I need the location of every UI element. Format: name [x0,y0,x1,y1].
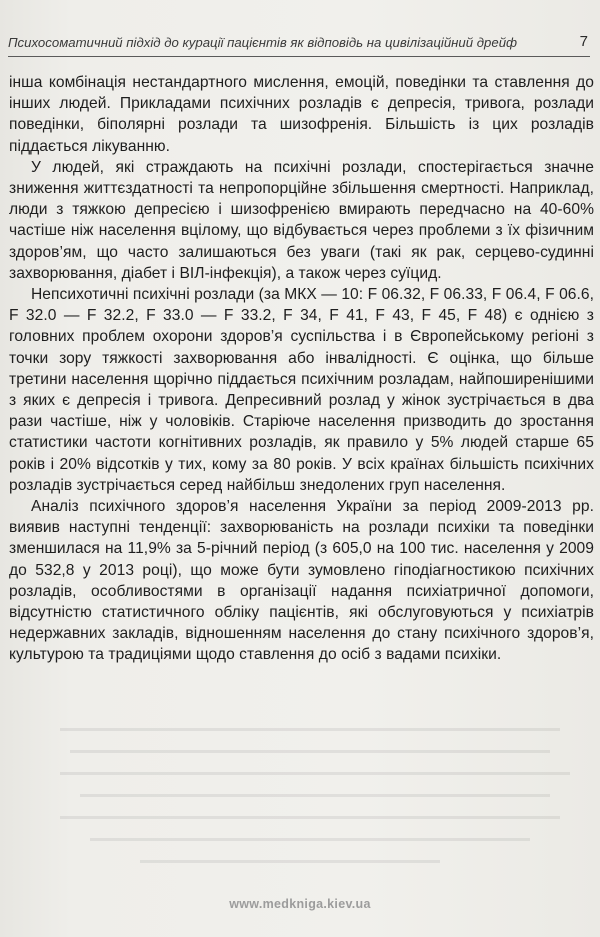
body-text [9,72,594,666]
page-header [8,34,590,57]
paragraph-3: Непсихотичні психічні розлади (за МКХ — 10: F 06.32, F 06.33, F 06.4, F 06.6, F 32.0 — F 32.2, F 33.0 — F 33.2, F 34, F 41, F 43, F 45, F 48) є однією з головних проблем охорони здоров’я суспільства і в Європейському регіоні з точки зору тяжкості захворювання або інвалідності. Є оцінка, що більше третини населення щорічно піддається психічним розладам, найпоширенішими з яких є депресія і тривога. Депресивний розлад у жінок зустрічається в два рази частіше, ніж у чоловіків. Старіюче населення призводить до зростання статистики частоти когнітивних розладів, як правило у 5% людей старше 65 років і 20% відсотків у тих, кому за 80 років. У всіх країнах більшість психічних розладів зустрічається серед найбільш знедолених груп населення. [9,286,594,494]
running-title: Психосоматичний підхід до курації пацієнтів як відповідь на цивілізаційний дрейф [8,35,518,50]
publisher-url: www.medkniga.kiev.ua [229,897,371,911]
show-through-shadow [60,720,580,880]
page-number: 7 [579,33,588,50]
paragraph-4: Аналіз психічного здоров’я населення України за період 2009-2013 рр. виявив наступні тенденції: захворюваність на розлади психіки та поведінки зменшилася на 11,9% за 5-річний період (з 605,0 на 100 тис. населення у 2009 до 532,8 у 2013 році), що може бути зумовлено гіподіагностикою психічних розладів, особливостями в організації надання психіатричної допомоги, відсутністю статистичного обліку пацієнтів, які обслуговуються у психіатрів недержавних закладів, відношенням населення до стану психічного здоров’я, культурою та традиціями щодо ставлення до осіб з вадами психіки. [9,498,594,664]
paragraph-1: інша комбінація нестандартного мислення, емоцій, поведінки та ставлення до інших людей. Прикладами психічних розладів є депресія, тривога, розлади поведінки, біполярні розлади та шизофренія. Більшість із цих розладів піддається лікуванню. [9,74,594,155]
paragraph-2: У людей, які страждають на психічні розлади, спостерігається значне зниження життєздатності та непропорційне збільшення смертності. Наприклад, люди з тяжкою депресією і шизофренією вмирають передчасно на 40-60% частіше ніж населення вцілому, що відбувається через проблеми з їх фізичним здоров’ям, що часто залишаються без уваги (такі як рак, серцево-судинні захворювання, діабет і ВІЛ-інфекція), а також через суїцид. [9,158,594,282]
